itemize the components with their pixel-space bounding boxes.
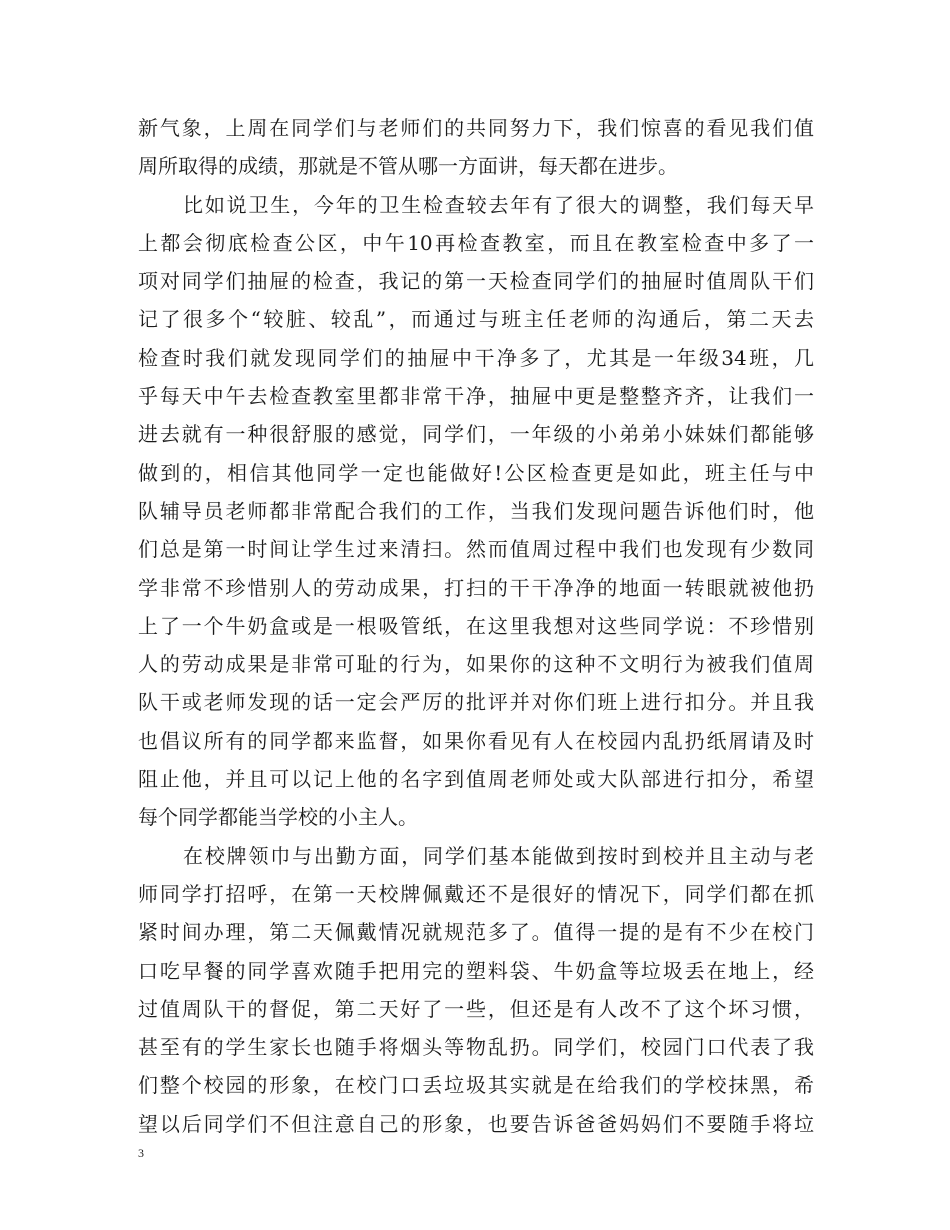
body-text [138, 109, 814, 1143]
text-line: 比如说卫生，今年的卫生检查较去年有了很大的调整，我们每天早 [183, 192, 814, 217]
text-line: 新气象，上周在同学们与老师们的共同努力下，我们惊喜的看见我们值 [138, 116, 814, 140]
text-line: 记了很多个“较脏、较乱”，而通过与班主任老师的沟通后，第二天去 [138, 307, 814, 332]
text-line: 甚至有的学生家长也随手将烟头等物乱扔。同学们，校园门口代表了我 [138, 1035, 814, 1060]
text-line: 人的劳动成果是非常可耻的行为，如果你的这种不文明行为被我们值周 [138, 652, 814, 677]
text-line: 项对同学们抽屉的检查，我记的第一天检查同学们的抽屉时值周队干们 [138, 269, 814, 294]
page-number: 3 [138, 1146, 144, 1160]
text-line: 队辅导员老师都非常配合我们的工作，当我们发现问题告诉他们时，他 [138, 498, 814, 523]
text-line: 学非常不珍惜别人的劳动成果，打扫的干干净净的地面一转眼就被他扔 [138, 575, 814, 600]
text-line: 口吃早餐的同学喜欢随手把用完的塑料袋、牛奶盒等垃圾丢在地上，经 [138, 958, 814, 983]
text-line: 紧时间办理，第二天佩戴情况就规范多了。值得一提的是有不少在校门 [138, 920, 814, 945]
text-line: 上都会彻底检查公区，中午10再检查教室，而且在教室检查中多了一 [138, 230, 814, 255]
text-line: 周所取得的成绩，那就是不管从哪一方面讲，每天都在进步。 [138, 154, 678, 179]
text-line: 也倡议所有的同学都来监督，如果你看见有人在校园内乱扔纸屑请及时 [138, 728, 814, 753]
text-line: 在校牌领巾与出勤方面，同学们基本能做到按时到校并且主动与老 [183, 843, 814, 868]
text-line: 们总是第一时间让学生过来清扫。然而值周过程中我们也发现有少数同 [138, 537, 814, 562]
text-line: 每个同学都能当学校的小主人。 [138, 805, 418, 830]
text-line: 望以后同学们不但注意自己的形象，也要告诉爸爸妈妈们不要随手将垃 [138, 1111, 814, 1136]
text-line: 师同学打招呼，在第一天校牌佩戴还不是很好的情况下，同学们都在抓 [138, 881, 814, 906]
text-line: 乎每天中午去检查教室里都非常干净，抽屉中更是整整齐齐，让我们一 [138, 384, 814, 409]
text-line: 队干或老师发现的话一定会严厉的批评并对你们班上进行扣分。并且我 [138, 690, 814, 715]
text-line: 上了一个牛奶盒或是一根吸管纸，在这里我想对这些同学说：不珍惜别 [138, 613, 814, 638]
text-line: 阻止他，并且可以记上他的名字到值周老师处或大队部进行扣分，希望 [138, 767, 814, 792]
text-line: 们整个校园的形象，在校门口丢垃圾其实就是在给我们的学校抹黑，希 [138, 1073, 814, 1098]
text-line: 进去就有一种很舒服的感觉，同学们，一年级的小弟弟小妹妹们都能够 [138, 422, 814, 447]
text-line: 检查时我们就发现同学们的抽屉中干净多了，尤其是一年级34班，几 [138, 345, 814, 370]
text-line: 过值周队干的督促，第二天好了一些，但还是有人改不了这个坏习惯， [138, 996, 814, 1021]
text-line: 做到的，相信其他同学一定也能做好!公区检查更是如此，班主任与中 [138, 460, 814, 485]
